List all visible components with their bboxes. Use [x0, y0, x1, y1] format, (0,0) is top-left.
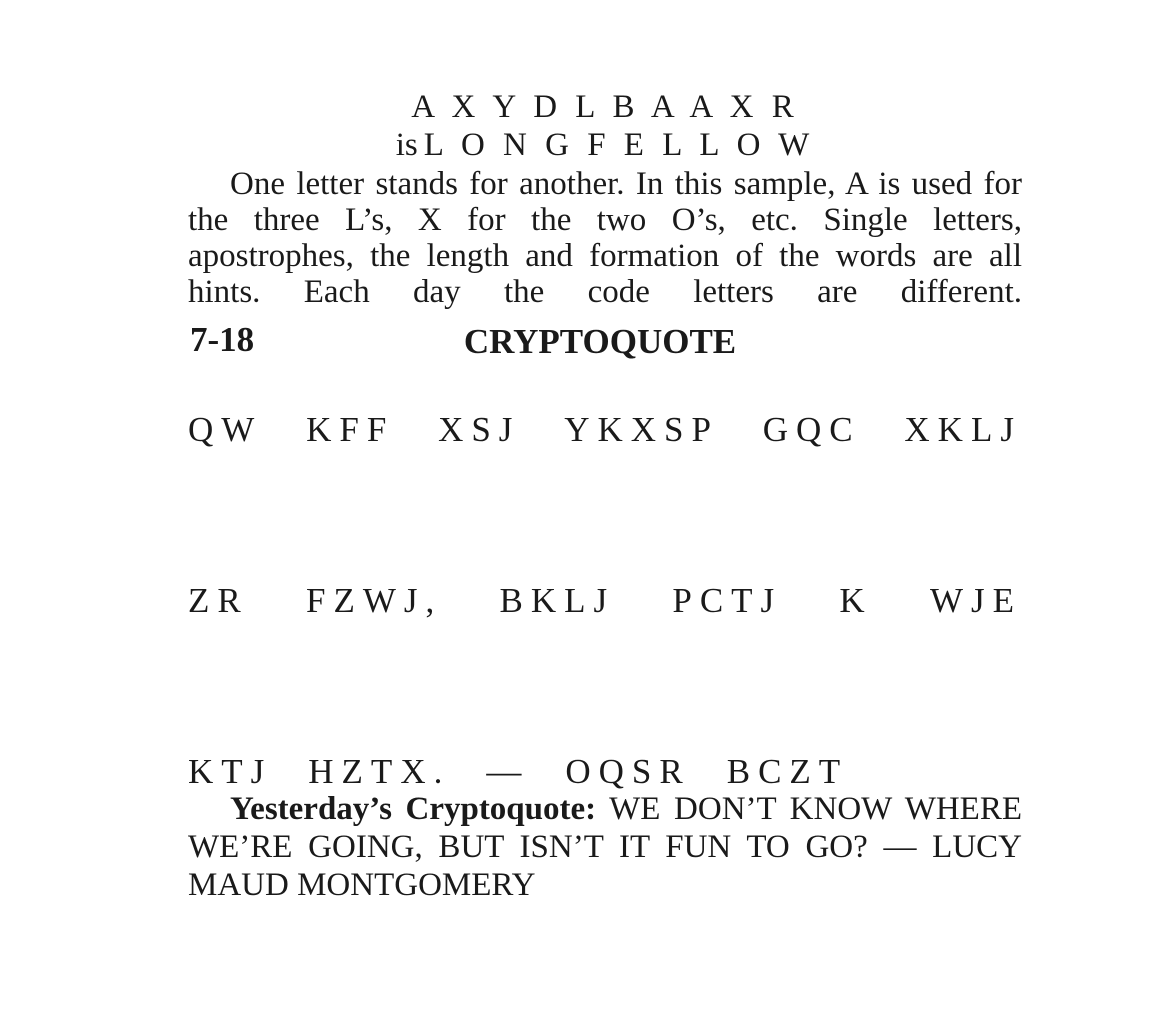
yesterday-answer — [188, 790, 1022, 904]
puzzle-title: CRYPTOQUOTE — [463, 322, 737, 361]
sample-answer-word: L O N G F E L L O W — [423, 127, 815, 163]
instructions-paragraph: One letter stands for another. In this sample, A is used for the three L’s, X for the two O’s, etc. Single letters, apostrophes, the length and formation of the words are all hints. Each day the code letters are different. — [188, 166, 1022, 310]
cipher-word: GQC — [762, 410, 861, 449]
cipher-word: ZR — [188, 581, 249, 620]
sample-code: A X Y D L B A A X R — [411, 89, 799, 125]
cipher-word: WJE — [929, 581, 1022, 620]
cipher-line-2 — [188, 581, 1022, 621]
cipher-word: BCZT — [726, 752, 849, 791]
cipher-word: OQSR — [565, 752, 691, 791]
cipher-word: KFF — [306, 410, 395, 449]
cipher-word: HZTX. — [308, 752, 451, 791]
sample-answer — [188, 126, 1022, 164]
cipher-word: FZWJ, — [305, 581, 443, 620]
cipher-word: XSJ — [438, 410, 521, 449]
sample-is-word: is — [395, 127, 418, 163]
cipher-word: KTJ — [188, 752, 273, 791]
cipher-word: PCTJ — [672, 581, 783, 620]
cipher-word: QW — [188, 410, 263, 449]
cipher-word: XKLJ — [904, 410, 1022, 449]
cipher-line-1 — [188, 410, 1022, 450]
yesterday-text: WE DON’T KNOW WHERE WE’RE GOING, BUT ISN’T IT FUN TO GO? — LUCY MAUD MONTGOMERY — [188, 791, 1023, 903]
cipher-word: YKXSP — [564, 410, 719, 449]
cipher-word: BKLJ — [499, 581, 616, 620]
puzzle-number: 7-18 — [190, 320, 255, 359]
cipher-line-3 — [188, 752, 1022, 792]
yesterday-label: Yesterday’s Cryptoquote: — [230, 791, 597, 827]
cipher-dash: — — [486, 752, 530, 791]
cipher-word: K — [839, 581, 873, 620]
